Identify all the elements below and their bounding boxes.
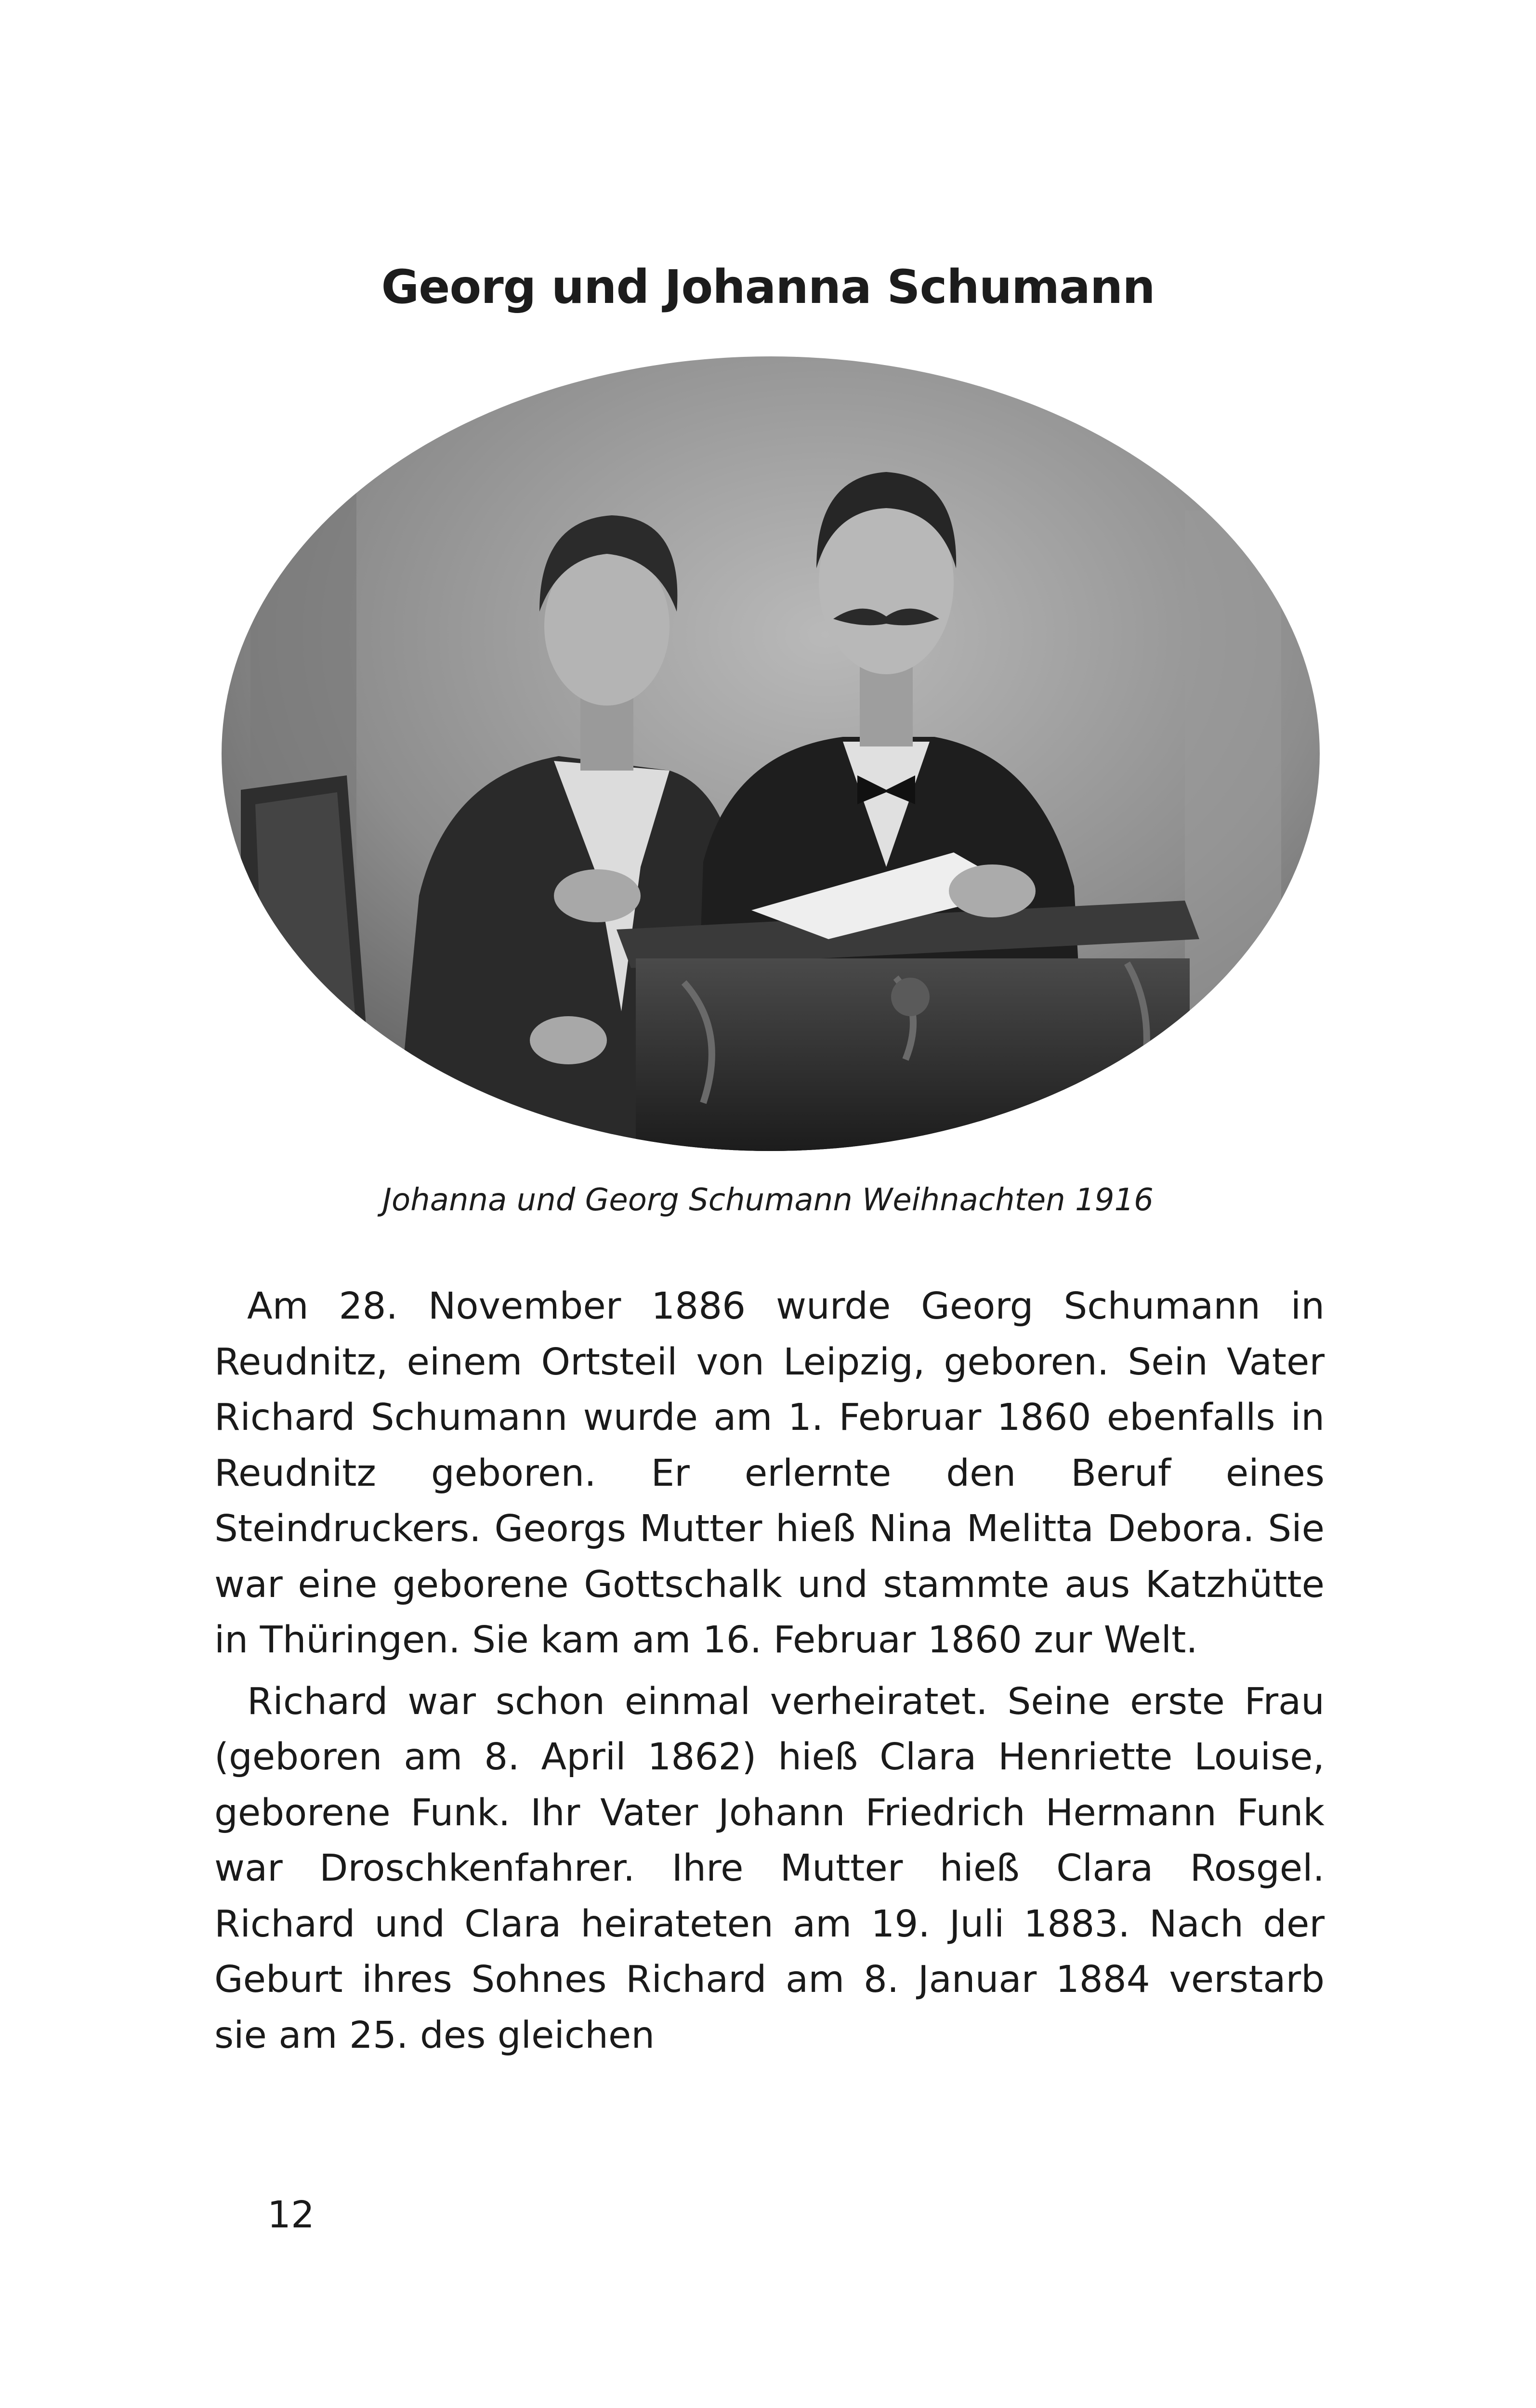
portrait-photo — [222, 356, 1320, 1151]
body-text — [214, 1279, 1325, 2063]
paragraph: Richard war schon einmal verheiratet. Seine erste Frau (geboren am 8. April 1862) hieß Clara Henriette Louise, geborene Funk. Ihr Vater Johann Friedrich Hermann Funk war Droschkenfahrer. Ihre Mutter hieß Clara Rosgel. Richard und Clara heirateten am 19. Juli 1883. Nach der Geburt ihres Sohnes Richard am 8. Januar 1884 verstarb sie am 25. des gleichen — [214, 1680, 1325, 2057]
paragraph: Am 28. November 1886 wurde Georg Schumann in Reudnitz, einem Ortsteil von Leipzig, geboren. Sein Vater Richard Schumann wurde am 1. Februar 1860 ebenfalls in Reudnitz geboren. Er erlernte den Beruf eines Steindruckers. Georgs Mutter hieß Nina Melitta Debora. Sie war eine geborene Gottschalk und stammte aus Katzhütte in Thüringen. Sie kam am 16. Februar 1860 zur Welt. — [214, 1285, 1325, 1662]
page-number: 12 — [267, 2194, 315, 2237]
photo-caption: Johanna und Georg Schumann Weihnachten 1916 — [382, 1182, 1154, 1218]
page-title: Georg und Johanna Schumann — [381, 260, 1155, 314]
